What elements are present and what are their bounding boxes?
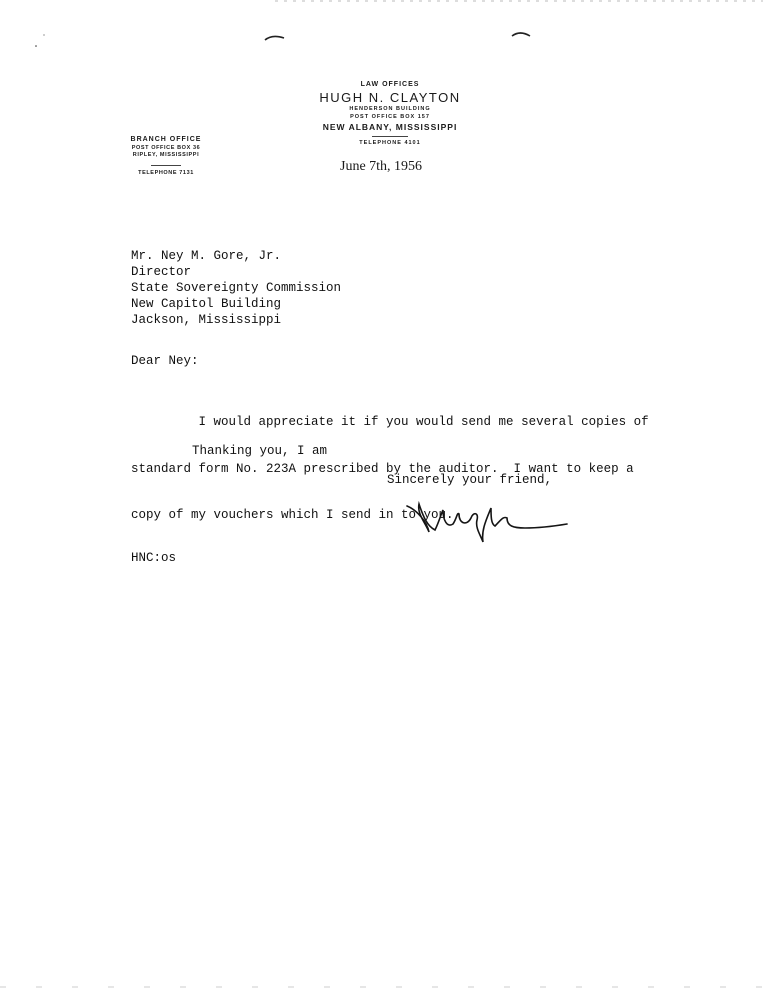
letterhead [300,80,480,147]
branch-rule [151,165,181,166]
branch-label: BRANCH OFFICE [130,136,202,143]
body-line: I would appreciate it if you would send me several copies of [131,415,649,429]
closing-line: Sincerely your friend, [387,473,553,487]
branch-city: RIPLEY, MISSISSIPPI [132,152,200,158]
letterhead-building: HENDERSON BUILDING [349,106,431,112]
letterhead-city: NEW ALBANY, MISSISSIPPI [322,122,458,132]
letterhead-name: HUGH N. CLAYTON [319,90,461,105]
branch-office [116,134,216,177]
recipient-line: State Sovereignty Commission [131,281,342,295]
recipient-address [131,248,341,328]
branch-box: POST OFFICE BOX 36 [131,145,201,151]
letterhead-telephone: TELEPHONE 4101 [359,140,421,146]
letterhead-box: POST OFFICE BOX 157 [350,114,430,120]
letterhead-rule [372,136,408,137]
body-line: standard form No. 223A prescribed by the auditor. I want to keep a [131,461,634,476]
letterhead-office-label: LAW OFFICES [360,81,420,88]
handwritten-signature [395,492,575,552]
recipient-line: New Capitol Building [131,297,282,311]
thanks-line: Thanking you, I am [192,444,328,458]
letter-date: June 7th, 1956 [340,159,423,174]
recipient-line: Director [131,265,192,279]
recipient-line: Jackson, Mississippi [131,313,282,327]
body-line: copy of my vouchers which I send in to you. [131,508,454,522]
recipient-line: Mr. Ney M. Gore, Jr. [131,249,282,263]
typist-initials: HNC:os [131,551,177,565]
branch-telephone: TELEPHONE 7131 [138,170,194,176]
salutation: Dear Ney: [131,354,199,368]
